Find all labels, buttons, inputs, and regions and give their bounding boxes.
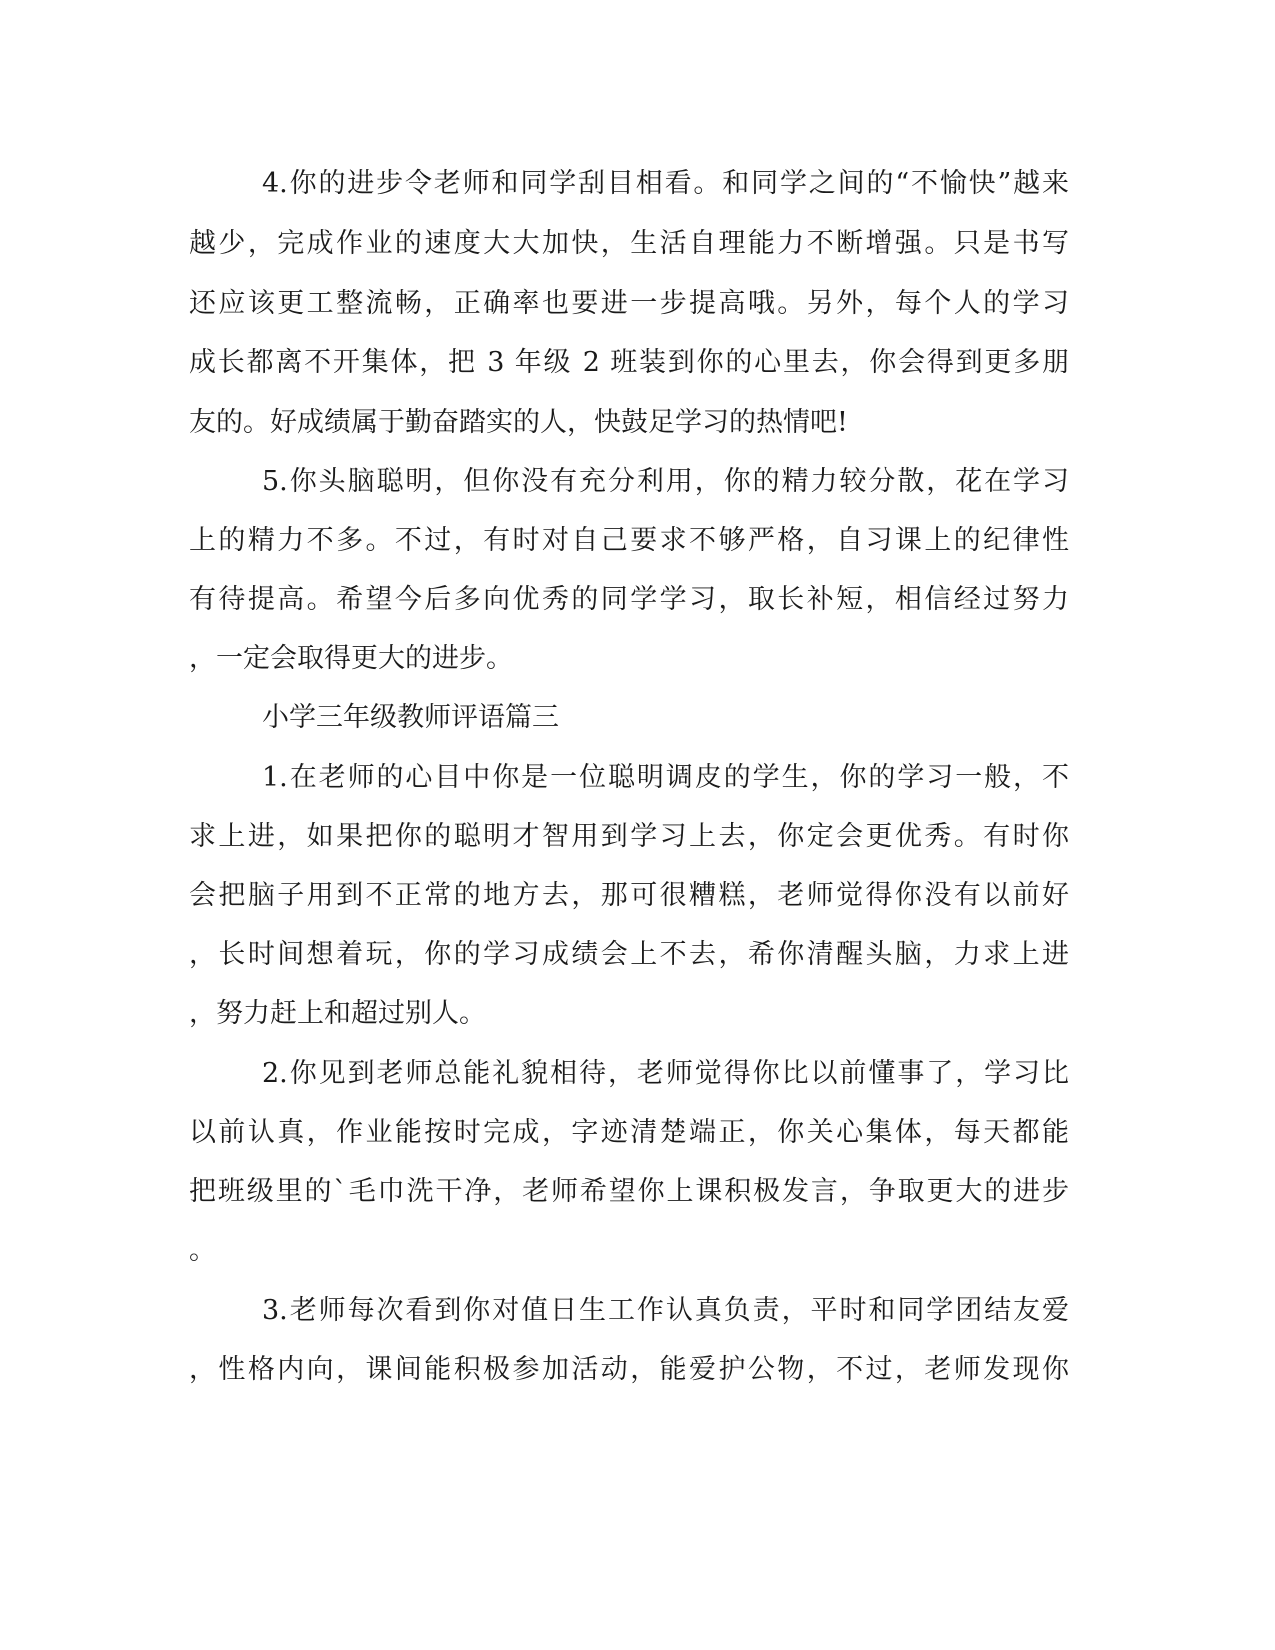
paragraph-4-line-2: 越少，完成作业的速度大大加快，生活自理能力不断增强。只是书写 <box>189 228 1069 259</box>
paragraph-4-line-4: 成长都离不开集体，把 3 年级 2 班装到你的心里去，你会得到更多朋 <box>189 347 1069 378</box>
paragraph-4-line-1: 4.你的进步令老师和同学刮目相看。和同学之间的“不愉快”越来 <box>262 168 1069 199</box>
comment-1-line-1: 1.在老师的心目中你是一位聪明调皮的学生，你的学习一般，不 <box>262 762 1069 793</box>
comment-1-line-3: 会把脑子用到不正常的地方去，那可很糟糕，老师觉得你没有以前好 <box>189 880 1069 911</box>
comment-3-line-1: 3.老师每次看到你对值日生工作认真负责，平时和同学团结友爱 <box>262 1295 1069 1326</box>
paragraph-5-line-1: 5.你头脑聪明，但你没有充分利用，你的精力较分散，花在学习 <box>262 466 1069 497</box>
paragraph-5-line-2: 上的精力不多。不过，有时对自己要求不够严格，自习课上的纪律性 <box>189 525 1069 556</box>
comment-2-line-2: 以前认真，作业能按时完成，字迹清楚端正，你关心集体，每天都能 <box>189 1117 1069 1148</box>
comment-1-line-5: ，努力赶上和超过别人。 <box>189 998 486 1029</box>
comment-1-line-2: 求上进，如果把你的聪明才智用到学习上去，你定会更优秀。有时你 <box>189 821 1069 852</box>
comment-2-line-1: 2.你见到老师总能礼貌相待，老师觉得你比以前懂事了，学习比 <box>262 1058 1069 1089</box>
comment-2-line-3: 把班级里的`毛巾洗干净，老师希望你上课积极发言，争取更大的进步 <box>189 1176 1069 1207</box>
comment-1-line-4: ，长时间想着玩，你的学习成绩会上不去，希你清醒头脑，力求上进 <box>189 939 1069 970</box>
comment-3-line-2: ，性格内向，课间能积极参加活动，能爱护公物，不过，老师发现你 <box>189 1354 1069 1385</box>
paragraph-4-line-5: 友的。好成绩属于勤奋踏实的人，快鼓足学习的热情吧! <box>189 407 848 438</box>
paragraph-5-line-4: ，一定会取得更大的进步。 <box>189 643 513 674</box>
comment-2-line-4: 。 <box>189 1235 216 1266</box>
paragraph-4-line-3: 还应该更工整流畅，正确率也要进一步提高哦。另外，每个人的学习 <box>189 288 1069 319</box>
section-heading: 小学三年级教师评语篇三 <box>262 702 559 733</box>
paragraph-5-line-3: 有待提高。希望今后多向优秀的同学学习，取长补短，相信经过努力 <box>189 584 1069 615</box>
